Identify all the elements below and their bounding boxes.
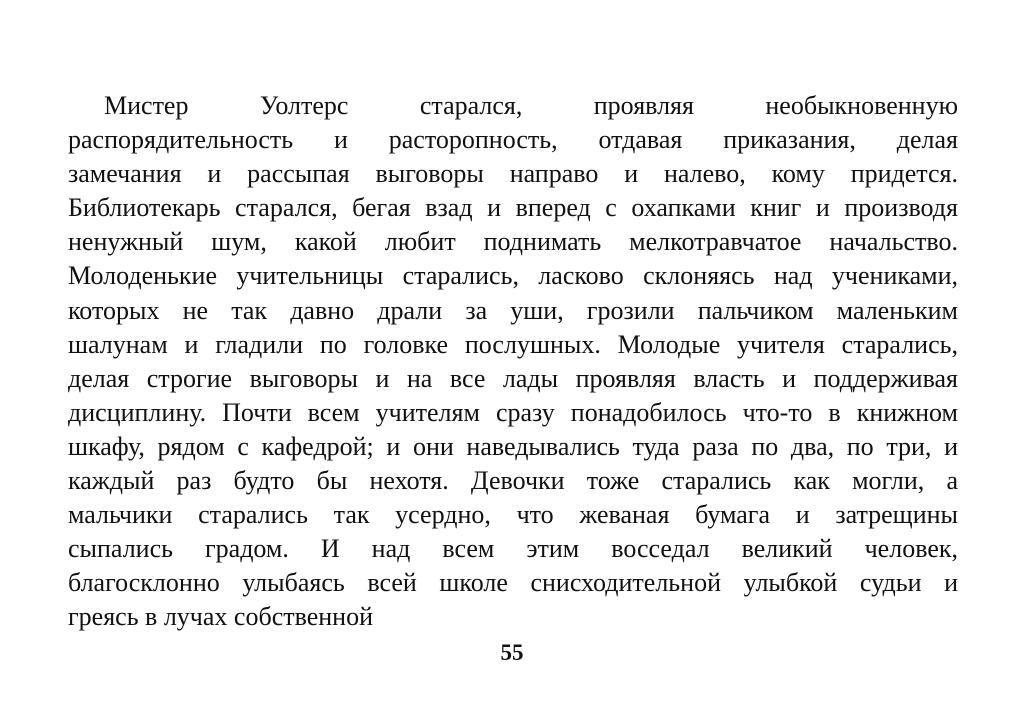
text-line: делая строгие выговоры и на все лады проявляя власть и поддерживая <box>68 363 958 393</box>
text-line: дисциплину. Почти всем учителям сразу понадобилось что-то в книжном <box>68 397 958 427</box>
text-line: ненужный шум, какой любит поднимать мелкотравчатое начальство. <box>68 227 958 257</box>
text-line: замечания и рассыпая выговоры направо и налево, кому придется. <box>68 159 958 189</box>
body-paragraph <box>68 89 958 635</box>
text-line: шалунам и гладили по головке послушных. Молодые учителя старались, <box>68 329 958 359</box>
text-line: Молоденькие учительницы старались, ласково склоняясь над учениками, <box>68 261 958 291</box>
page-number: 55 <box>500 640 524 665</box>
text-line: греясь в лучах собственной <box>68 602 374 632</box>
text-line: Библиотекарь старался, бегая взад и вперед с охапками книг и производя <box>68 193 958 223</box>
text-line: мальчики старались так усердно, что жеваная бумага и затрещины <box>68 500 958 530</box>
text-line: каждый раз будто бы нехотя. Девочки тоже старались как могли, а <box>68 466 958 496</box>
text-line: которых не так давно драли за уши, грозили пальчиком маленьким <box>68 295 958 325</box>
text-line: шкафу, рядом с кафедрой; и они наведывались туда раза по два, по три, и <box>68 431 958 461</box>
text-line: Мистер Уолтерс старался, проявляя необыкновенную <box>104 91 958 120</box>
text-line: сыпались градом. И над всем этим восседал великий человек, <box>68 534 958 564</box>
text-line: распорядительность и расторопность, отдавая приказания, делая <box>68 125 958 155</box>
text-line: благосклонно улыбаясь всей школе снисходительной улыбкой судьи и <box>68 568 958 598</box>
